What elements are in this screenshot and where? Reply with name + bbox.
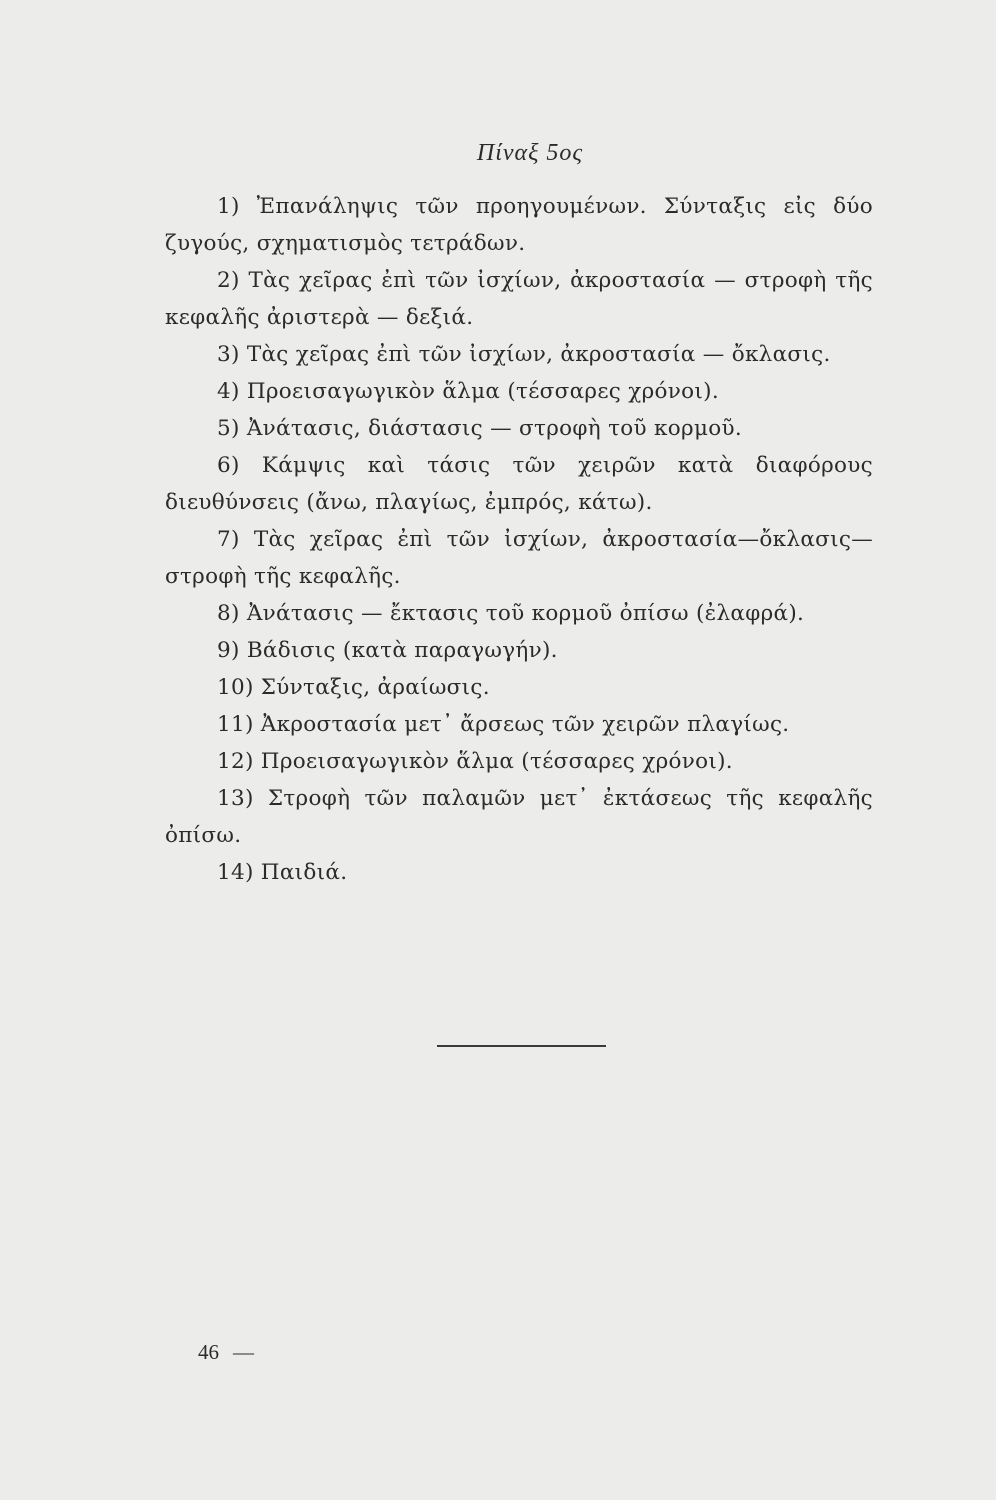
item-text: Ἀκροστασία μετ᾽ ἄρσεως τῶν χειρῶν πλαγίως. xyxy=(260,712,790,737)
item-text: Τὰς χεῖρας ἐπὶ τῶν ἰσχίων, ἀκροστασία — ὄκλασις. xyxy=(246,342,831,367)
exercise-item-13 xyxy=(165,780,873,854)
exercise-item-9 xyxy=(165,632,873,669)
item-text: Στροφὴ τῶν παλαμῶν μετ᾽ ἐκτάσεως τῆς κεφαλῆς ὀπίσω. xyxy=(165,786,873,848)
item-number: 10) xyxy=(217,675,254,700)
page-number xyxy=(198,1340,254,1365)
item-number: 2) xyxy=(217,268,240,293)
item-number: 7) xyxy=(217,527,240,552)
exercise-item-3 xyxy=(165,336,873,373)
item-number: 12) xyxy=(217,749,254,774)
item-text: Ἀνάτασις — ἔκτασις τοῦ κορμοῦ ὀπίσω (ἐλαφρά). xyxy=(246,601,805,626)
exercise-item-12 xyxy=(165,743,873,780)
item-number: 5) xyxy=(217,416,240,441)
exercise-item-2 xyxy=(165,262,873,336)
item-text: Σύνταξις, ἀραίωσις. xyxy=(260,675,490,700)
item-text: Προεισαγωγικὸν ἅλμα (τέσσαρες χρόνοι). xyxy=(246,379,719,404)
item-text: Ἐπανάληψις τῶν προηγουμένων. Σύνταξις εἰς δύο ζυγούς, σχηματισμὸς τετράδων. xyxy=(165,194,874,256)
item-number: 6) xyxy=(217,453,240,478)
item-number: 9) xyxy=(217,638,240,663)
exercise-item-4 xyxy=(165,373,873,410)
exercise-item-10 xyxy=(165,669,873,706)
page-title: Πίναξ 5ος xyxy=(476,140,584,166)
item-text: Τὰς χεῖρας ἐπὶ τῶν ἰσχίων, ἀκροστασία—ὄκλασις—στροφὴ τῆς κεφαλῆς. xyxy=(165,527,873,589)
exercise-item-7 xyxy=(165,521,873,595)
exercise-item-14 xyxy=(165,854,873,891)
item-number: 13) xyxy=(217,786,254,811)
exercise-item-11 xyxy=(165,706,873,743)
item-text: Τὰς χεῖρας ἐπὶ τῶν ἰσχίων, ἀκροστασία — στροφὴ τῆς κεφαλῆς ἀριστερὰ — δεξιά. xyxy=(165,268,874,330)
page-number-dash: — xyxy=(233,1340,254,1364)
item-number: 4) xyxy=(217,379,240,404)
page-number-value: 46 xyxy=(198,1340,219,1364)
item-number: 3) xyxy=(217,342,240,367)
item-number: 8) xyxy=(217,601,240,626)
exercise-item-1 xyxy=(165,188,873,262)
item-text: Παιδιά. xyxy=(260,860,348,885)
exercise-item-6 xyxy=(165,447,873,521)
item-text: Βάδισις (κατὰ παραγωγήν). xyxy=(246,638,558,663)
exercise-item-8 xyxy=(165,595,873,632)
item-text: Κάμψις καὶ τάσις τῶν χειρῶν κατὰ διαφόρους διευθύνσεις (ἄνω, πλαγίως, ἐμπρός, κάτω). xyxy=(165,453,873,515)
section-divider xyxy=(437,1045,606,1047)
exercise-list xyxy=(165,188,873,891)
exercise-item-5 xyxy=(165,410,873,447)
item-text: Ἀνάτασις, διάστασις — στροφὴ τοῦ κορμοῦ. xyxy=(246,416,742,441)
item-number: 11) xyxy=(217,712,254,737)
item-number: 14) xyxy=(217,860,254,885)
item-text: Προεισαγωγικὸν ἅλμα (τέσσαρες χρόνοι). xyxy=(260,749,733,774)
item-number: 1) xyxy=(217,194,240,219)
